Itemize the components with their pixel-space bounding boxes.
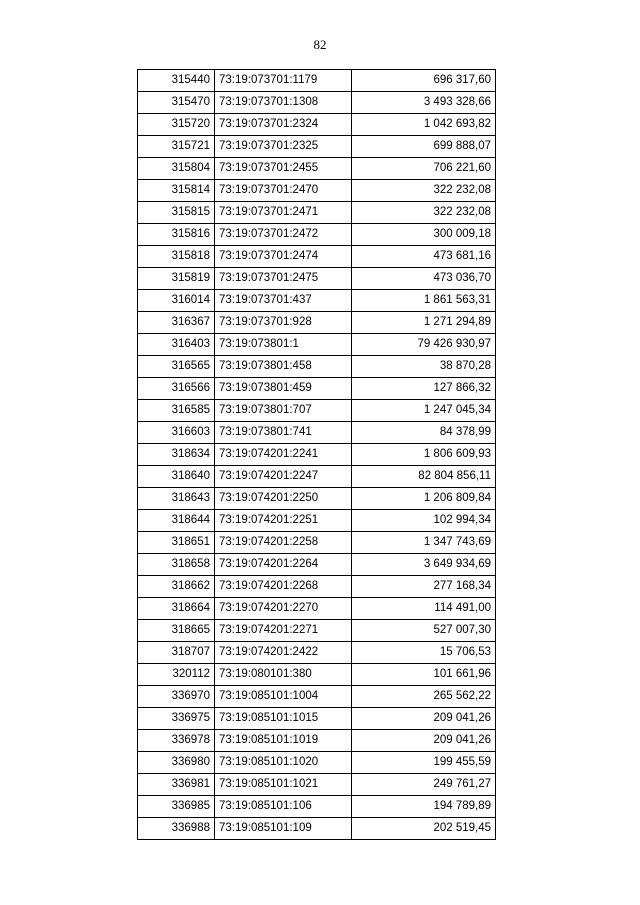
table-row xyxy=(138,246,496,268)
table-row xyxy=(138,312,496,334)
cadastral-value-cell: 277 168,34 xyxy=(352,576,496,598)
object-id-cell: 318707 xyxy=(138,642,215,664)
object-id-cell: 336975 xyxy=(138,708,215,730)
cadastral-number-cell: 73:19:073701:2324 xyxy=(215,114,352,136)
object-id-cell: 318643 xyxy=(138,488,215,510)
table-row xyxy=(138,70,496,92)
cadastral-value-cell: 194 789,89 xyxy=(352,796,496,818)
table-row xyxy=(138,532,496,554)
table-row xyxy=(138,708,496,730)
cadastral-value-cell: 15 706,53 xyxy=(352,642,496,664)
cadastral-number-cell: 73:19:073801:741 xyxy=(215,422,352,444)
object-id-cell: 315440 xyxy=(138,70,215,92)
table-row xyxy=(138,598,496,620)
cadastral-value-cell: 1 042 693,82 xyxy=(352,114,496,136)
object-id-cell: 336978 xyxy=(138,730,215,752)
cadastral-number-cell: 73:19:074201:2251 xyxy=(215,510,352,532)
cadastral-number-cell: 73:19:073801:458 xyxy=(215,356,352,378)
object-id-cell: 316403 xyxy=(138,334,215,356)
cadastral-number-cell: 73:19:073801:1 xyxy=(215,334,352,356)
cadastral-number-cell: 73:19:074201:2422 xyxy=(215,642,352,664)
object-id-cell: 316014 xyxy=(138,290,215,312)
cadastral-value-cell: 706 221,60 xyxy=(352,158,496,180)
cadastral-value-cell: 322 232,08 xyxy=(352,180,496,202)
table-row xyxy=(138,730,496,752)
table-row xyxy=(138,158,496,180)
cadastral-number-cell: 73:19:073801:459 xyxy=(215,378,352,400)
table-row xyxy=(138,642,496,664)
cadastral-number-cell: 73:19:085101:1020 xyxy=(215,752,352,774)
table-row xyxy=(138,796,496,818)
cadastral-number-cell: 73:19:074201:2258 xyxy=(215,532,352,554)
table-row xyxy=(138,92,496,114)
cadastral-number-cell: 73:19:073701:437 xyxy=(215,290,352,312)
cadastral-number-cell: 73:19:074201:2271 xyxy=(215,620,352,642)
cadastral-number-cell: 73:19:074201:2247 xyxy=(215,466,352,488)
table-row xyxy=(138,510,496,532)
object-id-cell: 315470 xyxy=(138,92,215,114)
object-id-cell: 315819 xyxy=(138,268,215,290)
table-row xyxy=(138,752,496,774)
object-id-cell: 316603 xyxy=(138,422,215,444)
cadastral-number-cell: 73:19:085101:109 xyxy=(215,818,352,840)
cadastral-number-cell: 73:19:073801:707 xyxy=(215,400,352,422)
cadastral-number-cell: 73:19:085101:1021 xyxy=(215,774,352,796)
cadastral-number-cell: 73:19:073701:2470 xyxy=(215,180,352,202)
cadastral-number-cell: 73:19:073701:928 xyxy=(215,312,352,334)
object-id-cell: 316367 xyxy=(138,312,215,334)
cadastral-number-cell: 73:19:073701:1179 xyxy=(215,70,352,92)
object-id-cell: 320112 xyxy=(138,664,215,686)
object-id-cell: 315804 xyxy=(138,158,215,180)
cadastral-number-cell: 73:19:073701:2325 xyxy=(215,136,352,158)
table-row xyxy=(138,422,496,444)
page-number: 82 xyxy=(313,37,327,52)
object-id-cell: 318651 xyxy=(138,532,215,554)
cadastral-number-cell: 73:19:073701:2474 xyxy=(215,246,352,268)
table-row xyxy=(138,136,496,158)
cadastral-value-cell: 1 247 045,34 xyxy=(352,400,496,422)
table-row xyxy=(138,466,496,488)
cadastral-value-cell: 38 870,28 xyxy=(352,356,496,378)
object-id-cell: 318665 xyxy=(138,620,215,642)
table-body xyxy=(138,70,496,840)
object-id-cell: 316565 xyxy=(138,356,215,378)
cadastral-value-cell: 473 681,16 xyxy=(352,246,496,268)
cadastral-value-cell: 3 493 328,66 xyxy=(352,92,496,114)
object-id-cell: 336980 xyxy=(138,752,215,774)
cadastral-number-cell: 73:19:074201:2241 xyxy=(215,444,352,466)
cadastral-value-table xyxy=(137,69,496,840)
table-row xyxy=(138,202,496,224)
object-id-cell: 336970 xyxy=(138,686,215,708)
object-id-cell: 336981 xyxy=(138,774,215,796)
cadastral-value-cell: 202 519,45 xyxy=(352,818,496,840)
cadastral-value-cell: 1 347 743,69 xyxy=(352,532,496,554)
cadastral-number-cell: 73:19:080101:380 xyxy=(215,664,352,686)
table-row xyxy=(138,378,496,400)
object-id-cell: 315818 xyxy=(138,246,215,268)
object-id-cell: 316585 xyxy=(138,400,215,422)
table-row xyxy=(138,686,496,708)
cadastral-number-cell: 73:19:073701:2472 xyxy=(215,224,352,246)
table-row xyxy=(138,400,496,422)
table-row xyxy=(138,554,496,576)
object-id-cell: 336988 xyxy=(138,818,215,840)
table-row xyxy=(138,224,496,246)
table-row xyxy=(138,268,496,290)
cadastral-number-cell: 73:19:074201:2264 xyxy=(215,554,352,576)
cadastral-value-cell: 699 888,07 xyxy=(352,136,496,158)
cadastral-value-cell: 209 041,26 xyxy=(352,730,496,752)
table-row xyxy=(138,488,496,510)
cadastral-value-cell: 696 317,60 xyxy=(352,70,496,92)
table-row xyxy=(138,114,496,136)
table-row xyxy=(138,818,496,840)
table-row xyxy=(138,774,496,796)
cadastral-value-cell: 127 866,32 xyxy=(352,378,496,400)
cadastral-value-cell: 473 036,70 xyxy=(352,268,496,290)
cadastral-value-cell: 1 806 609,93 xyxy=(352,444,496,466)
cadastral-value-cell: 249 761,27 xyxy=(352,774,496,796)
object-id-cell: 315721 xyxy=(138,136,215,158)
cadastral-value-cell: 199 455,59 xyxy=(352,752,496,774)
cadastral-value-cell: 79 426 930,97 xyxy=(352,334,496,356)
cadastral-number-cell: 73:19:073701:2455 xyxy=(215,158,352,180)
object-id-cell: 318634 xyxy=(138,444,215,466)
table-row xyxy=(138,576,496,598)
object-id-cell: 318658 xyxy=(138,554,215,576)
cadastral-number-cell: 73:19:074201:2268 xyxy=(215,576,352,598)
cadastral-number-cell: 73:19:073701:2475 xyxy=(215,268,352,290)
cadastral-number-cell: 73:19:085101:1015 xyxy=(215,708,352,730)
cadastral-value-cell: 1 861 563,31 xyxy=(352,290,496,312)
cadastral-value-cell: 527 007,30 xyxy=(352,620,496,642)
table-row xyxy=(138,620,496,642)
object-id-cell: 315814 xyxy=(138,180,215,202)
cadastral-number-cell: 73:19:085101:1004 xyxy=(215,686,352,708)
object-id-cell: 315720 xyxy=(138,114,215,136)
cadastral-value-cell: 1 206 809,84 xyxy=(352,488,496,510)
object-id-cell: 336985 xyxy=(138,796,215,818)
object-id-cell: 318664 xyxy=(138,598,215,620)
object-id-cell: 318662 xyxy=(138,576,215,598)
cadastral-value-cell: 114 491,00 xyxy=(352,598,496,620)
object-id-cell: 318644 xyxy=(138,510,215,532)
cadastral-value-cell: 322 232,08 xyxy=(352,202,496,224)
cadastral-value-cell: 1 271 294,89 xyxy=(352,312,496,334)
cadastral-value-cell: 84 378,99 xyxy=(352,422,496,444)
cadastral-value-cell: 3 649 934,69 xyxy=(352,554,496,576)
cadastral-value-cell: 102 994,34 xyxy=(352,510,496,532)
cadastral-number-cell: 73:19:073701:2471 xyxy=(215,202,352,224)
cadastral-value-cell: 265 562,22 xyxy=(352,686,496,708)
cadastral-number-cell: 73:19:085101:106 xyxy=(215,796,352,818)
cadastral-number-cell: 73:19:074201:2250 xyxy=(215,488,352,510)
cadastral-value-cell: 300 009,18 xyxy=(352,224,496,246)
table-row xyxy=(138,290,496,312)
cadastral-number-cell: 73:19:085101:1019 xyxy=(215,730,352,752)
object-id-cell: 318640 xyxy=(138,466,215,488)
cadastral-value-cell: 209 041,26 xyxy=(352,708,496,730)
cadastral-value-cell: 101 661,96 xyxy=(352,664,496,686)
cadastral-number-cell: 73:19:074201:2270 xyxy=(215,598,352,620)
cadastral-value-cell: 82 804 856,11 xyxy=(352,466,496,488)
table-row xyxy=(138,334,496,356)
object-id-cell: 316566 xyxy=(138,378,215,400)
cadastral-number-cell: 73:19:073701:1308 xyxy=(215,92,352,114)
table-row xyxy=(138,356,496,378)
table-row xyxy=(138,444,496,466)
object-id-cell: 315815 xyxy=(138,202,215,224)
table-row xyxy=(138,664,496,686)
table-row xyxy=(138,180,496,202)
object-id-cell: 315816 xyxy=(138,224,215,246)
